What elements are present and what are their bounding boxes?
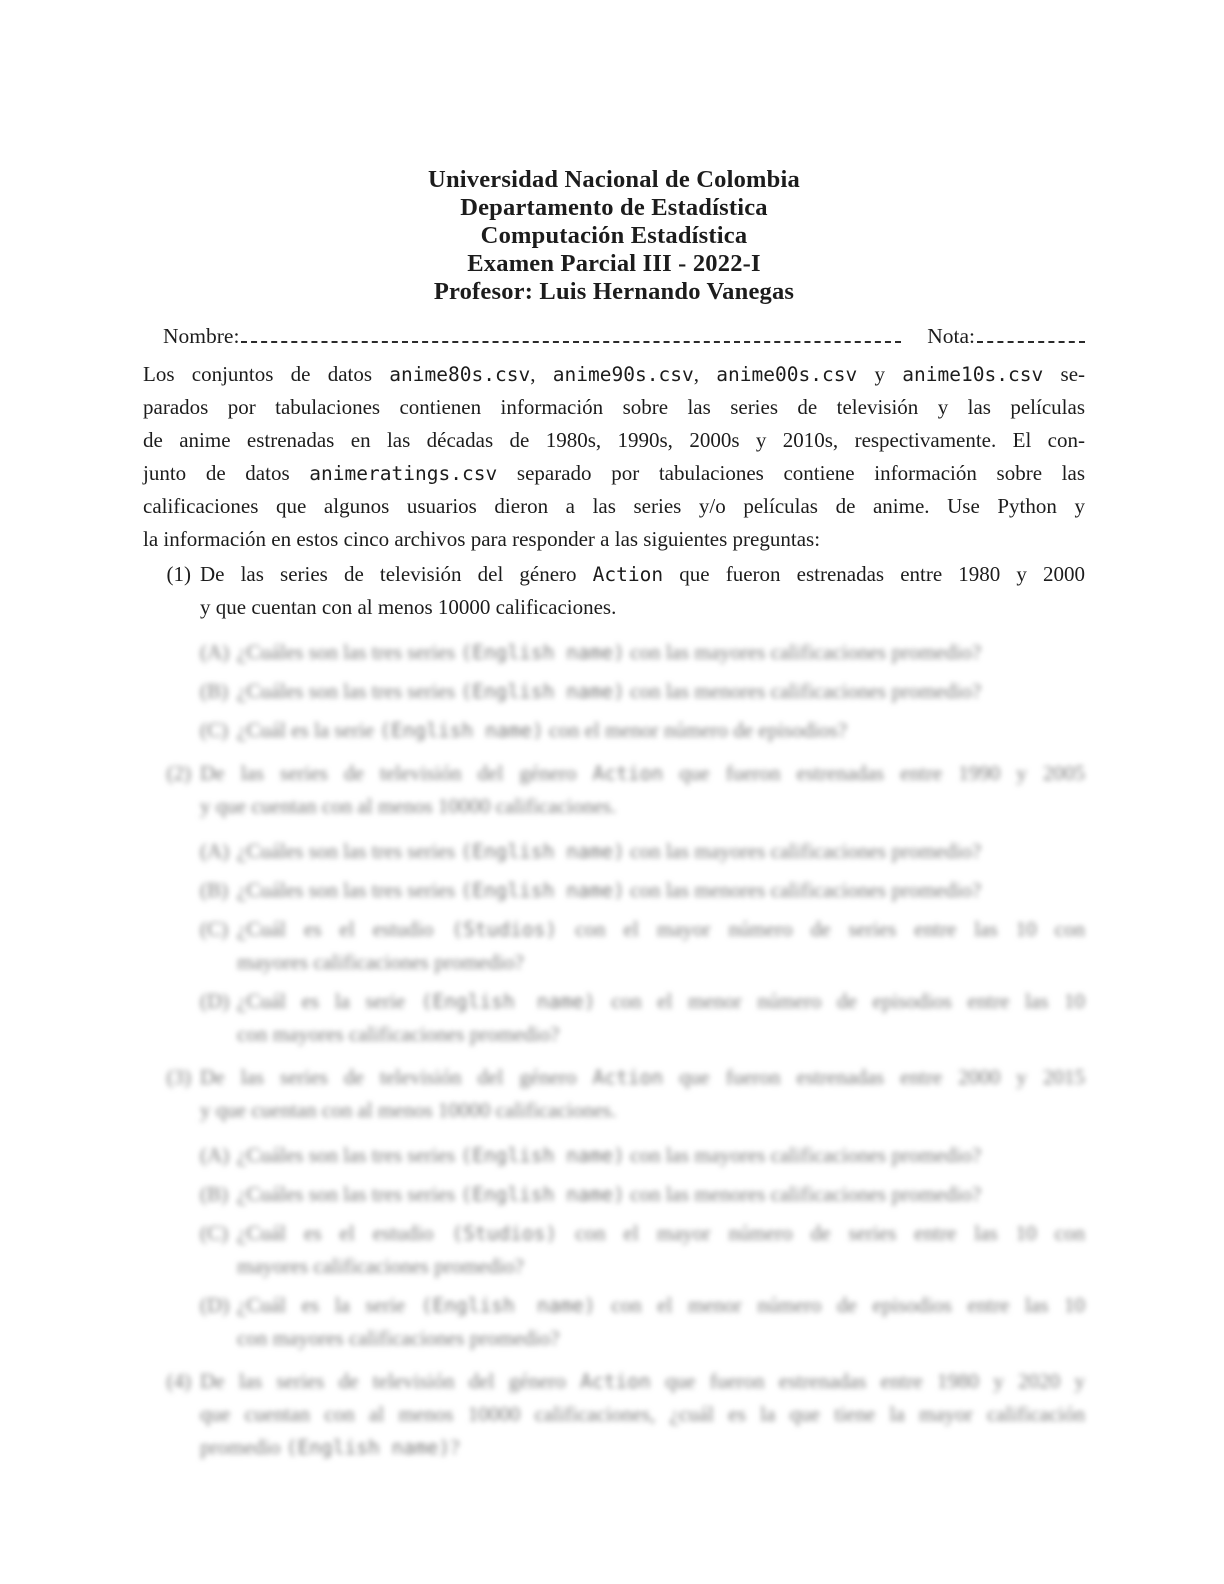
text-run: con las menores calificaciones promedio? [624, 878, 982, 902]
text-line [237, 1250, 1085, 1283]
text-run: con el mayor número de series entre las 10 con [557, 917, 1085, 941]
subquestion-letter: (B) [200, 1182, 228, 1206]
text-run: con mayores calificaciones promedio? [237, 1022, 560, 1046]
subquestion-letter: (B) [200, 679, 228, 703]
name-field-row [143, 320, 1085, 356]
text-run: Los conjuntos de datos [143, 362, 390, 386]
code-text: (English name) [460, 840, 625, 863]
subquestion-letter: (C) [200, 1221, 228, 1245]
text-line [237, 1322, 1085, 1355]
question-list [143, 558, 1085, 1464]
text-run: separado por tabulaciones contiene información sobre las [497, 461, 1085, 485]
subquestion-item [200, 1139, 1085, 1172]
text-run: ¿Cuáles son las tres series [237, 839, 461, 863]
text-run: ¿Cuál es el estudio [237, 917, 452, 941]
question-text [200, 1365, 1085, 1464]
text-run: De las series de televisión del género [200, 761, 593, 785]
text-run: con las menores calificaciones promedio? [624, 679, 982, 703]
text-run: y que cuentan con al menos 10000 calificaciones. [200, 1098, 617, 1122]
text-line [143, 490, 1085, 523]
code-text: (English name) [379, 719, 544, 742]
question-number: (3) [166, 1065, 191, 1089]
text-run: que cuentan con al menos 10000 calificaciones, ¿cuál es la que tiene la mayor calificación [200, 1402, 1085, 1426]
subquestion-letter: (B) [200, 878, 228, 902]
text-run: , [693, 362, 717, 386]
text-run: ¿Cuáles son las tres series [237, 1143, 461, 1167]
text-line [237, 913, 1085, 946]
code-text: Action [580, 1370, 651, 1393]
text-run: junto de datos [143, 461, 310, 485]
text-run: ¿Cuál es la serie [237, 1293, 421, 1317]
subquestion-text [237, 714, 1085, 747]
question-number: (4) [166, 1369, 191, 1393]
question-text [200, 558, 1085, 624]
code-text: Action [592, 762, 664, 785]
subquestion-item [200, 913, 1085, 979]
text-run: y que cuentan con al menos 10000 calificaciones. [200, 794, 617, 818]
text-line [200, 757, 1085, 790]
subquestion-list [200, 636, 1085, 747]
text-run: con el mayor número de series entre las 10 con [557, 1221, 1085, 1245]
text-run: , [530, 362, 553, 386]
text-line [200, 1094, 1085, 1127]
text-run: la información en estos cinco archivos para responder a las siguientes preguntas: [143, 527, 821, 551]
text-run: De las series de televisión del género [200, 562, 593, 586]
subquestion-text [237, 913, 1085, 979]
code-text: (English name) [460, 680, 625, 703]
intro-paragraph [143, 358, 1085, 556]
subquestion-letter: (D) [200, 989, 230, 1013]
code-text: animeratings.csv [309, 462, 498, 485]
code-text: anime10s.csv [902, 363, 1044, 386]
text-run: ¿Cuáles son las tres series [237, 640, 461, 664]
subquestion-item [200, 636, 1085, 669]
text-run: De las series de televisión del género [200, 1369, 581, 1393]
text-run: ¿Cuál es el estudio [237, 1221, 452, 1245]
text-run: con el menor número de episodios entre las 10 [595, 1293, 1085, 1317]
text-run: calificaciones que algunos usuarios dieron a las series y/o películas de anime. Use Python y [143, 494, 1085, 518]
text-run: ¿Cuáles son las tres series [237, 679, 461, 703]
text-run: con las mayores calificaciones promedio? [624, 839, 982, 863]
question-row [143, 558, 1085, 624]
text-run: que fueron estrenadas entre 1990 y 2005 [663, 761, 1085, 785]
subquestion-text [237, 985, 1085, 1051]
text-run: promedio [200, 1435, 286, 1459]
code-text: (Studios) [451, 918, 558, 941]
text-line [237, 946, 1085, 979]
subquestion-text [237, 1178, 1085, 1211]
text-run: de anime estrenadas en las décadas de 1980s, 1990s, 2000s y 2010s, respectivamente. El con- [143, 428, 1085, 452]
code-text: (English name) [460, 1144, 625, 1167]
text-run: con el menor número de episodios? [543, 718, 848, 742]
text-line [143, 358, 1085, 391]
text-run: que fueron estrenadas entre 2000 y 2015 [663, 1065, 1085, 1089]
subquestion-list [200, 1139, 1085, 1355]
text-line [200, 1431, 1085, 1464]
subquestion-letter: (C) [200, 718, 228, 742]
subquestion-text [237, 675, 1085, 708]
text-run: De las series de televisión del género [200, 1065, 593, 1089]
header-line-professor: Profesor: Luis Hernando Vanegas [433, 278, 795, 305]
question-text [200, 1061, 1085, 1127]
subquestion-item [200, 835, 1085, 868]
text-run: parados por tabulaciones contienen información sobre las series de televisión y las películas [143, 395, 1085, 419]
text-line [237, 1018, 1085, 1051]
code-text: (Studios) [451, 1222, 558, 1245]
subquestion-text [237, 1289, 1085, 1355]
code-text: Action [592, 563, 664, 586]
subquestion-list [200, 835, 1085, 1051]
text-run: que fueron estrenadas entre 1980 y 2020 y [650, 1369, 1085, 1393]
question-number: (2) [166, 761, 191, 785]
code-text: (English name) [460, 1183, 625, 1206]
text-line [237, 874, 1085, 907]
text-run: ¿Cuál es la serie [237, 989, 421, 1013]
text-line [237, 675, 1085, 708]
text-run: ¿Cuáles son las tres series [237, 878, 461, 902]
subquestion-letter: (A) [200, 1143, 230, 1167]
code-text: anime90s.csv [552, 363, 694, 386]
exam-header [143, 166, 1085, 306]
name-blank-line [241, 341, 901, 343]
text-run: y que cuentan con al menos 10000 calificaciones. [200, 595, 617, 619]
text-run: mayores calificaciones promedio? [237, 1254, 524, 1278]
subquestion-letter: (A) [200, 839, 230, 863]
subquestion-letter: (D) [200, 1293, 230, 1317]
subquestion-text [237, 636, 1085, 669]
question-number: (1) [166, 562, 191, 586]
subquestion-text [237, 1217, 1085, 1283]
text-line [143, 457, 1085, 490]
subquestion-letter: (A) [200, 640, 230, 664]
grade-label: Nota: [927, 324, 975, 348]
subquestion-item [200, 1289, 1085, 1355]
text-line [200, 558, 1085, 591]
text-run: con las mayores calificaciones promedio? [624, 1143, 982, 1167]
subquestion-item [200, 714, 1085, 747]
code-text: anime80s.csv [389, 363, 531, 386]
text-run: con el menor número de episodios entre las 10 [595, 989, 1085, 1013]
subquestion-letter: (C) [200, 917, 228, 941]
header-line-course: Computación Estadística [480, 222, 748, 249]
text-run: con las mayores calificaciones promedio? [624, 640, 982, 664]
text-line [237, 1139, 1085, 1172]
header-line-department: Departamento de Estadística [460, 194, 768, 221]
subquestion-item [200, 675, 1085, 708]
code-text: (English name) [285, 1436, 451, 1459]
text-run: ¿Cuáles son las tres series [237, 1182, 461, 1206]
code-text: Action [592, 1066, 664, 1089]
text-line [200, 1398, 1085, 1431]
subquestion-item [200, 985, 1085, 1051]
question-item [143, 1365, 1085, 1464]
subquestion-item [200, 1178, 1085, 1211]
header-line-exam: Examen Parcial III - 2022-I [467, 250, 761, 277]
question-row [143, 1365, 1085, 1464]
name-label: Nombre: [163, 324, 240, 348]
subquestion-item [200, 874, 1085, 907]
code-text: (English name) [460, 641, 625, 664]
question-row [143, 757, 1085, 823]
text-line [200, 790, 1085, 823]
text-line [200, 1365, 1085, 1398]
code-text: (English name) [460, 879, 625, 902]
text-line [143, 523, 1085, 556]
text-line [143, 391, 1085, 424]
question-item [143, 1061, 1085, 1355]
text-line [237, 1289, 1085, 1322]
text-run: ? [450, 1435, 460, 1459]
code-text: (English name) [420, 1294, 596, 1317]
text-line [237, 714, 1085, 747]
text-run: ¿Cuál es la serie [237, 718, 380, 742]
text-line [200, 1061, 1085, 1094]
text-line [237, 985, 1085, 1018]
text-run: con las menores calificaciones promedio? [624, 1182, 982, 1206]
text-line [237, 1217, 1085, 1250]
text-line [143, 424, 1085, 457]
text-line [200, 591, 1085, 624]
code-text: anime00s.csv [716, 363, 858, 386]
subquestion-text [237, 874, 1085, 907]
text-line [237, 636, 1085, 669]
header-line-university: Universidad Nacional de Colombia [428, 166, 800, 193]
text-line [237, 835, 1085, 868]
text-run: mayores calificaciones promedio? [237, 950, 524, 974]
grade-blank-line [977, 341, 1085, 343]
text-run: que fueron estrenadas entre 1980 y 2000 [663, 562, 1085, 586]
text-run: con mayores calificaciones promedio? [237, 1326, 560, 1350]
text-run: se- [1043, 362, 1086, 386]
question-item [143, 757, 1085, 1051]
question-row [143, 1061, 1085, 1127]
subquestion-text [237, 1139, 1085, 1172]
question-text [200, 757, 1085, 823]
text-run: y [857, 362, 903, 386]
subquestion-item [200, 1217, 1085, 1283]
question-item [143, 558, 1085, 747]
code-text: (English name) [420, 990, 596, 1013]
subquestion-text [237, 835, 1085, 868]
text-line [237, 1178, 1085, 1211]
